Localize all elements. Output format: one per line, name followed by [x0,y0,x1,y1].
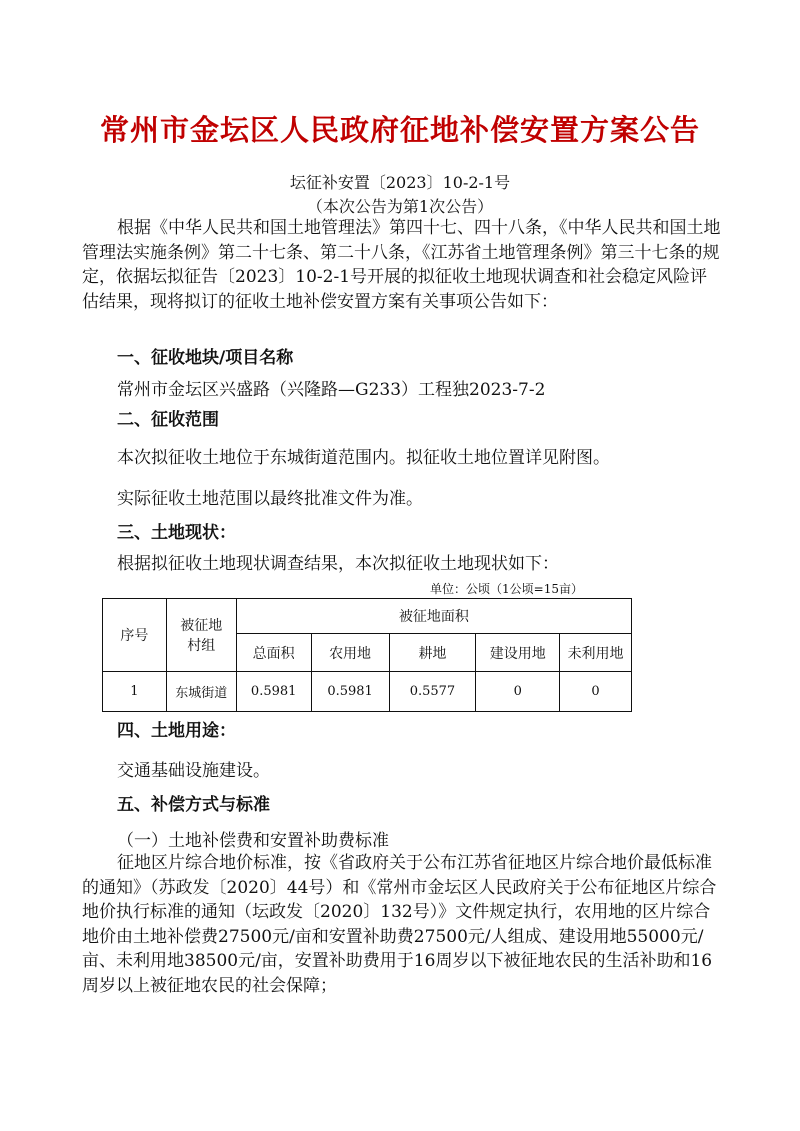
cell-unused: 0 [560,672,632,712]
section1-heading: 一、征收地块/项目名称 [117,348,294,368]
land-status-table [102,598,632,712]
section5-paragraph: 征地区片综合地价标准，按《省政府关于公布江苏省征地区片综合地价最低标准的通知》（苏政发〔2020〕44号）和《常州市金坛区人民政府关于公布征地区片综合地价执行标准的通知（坛政发〔2020〕132号）》文件规定执行，农用地的区片综合地价由土地补偿费27500元/亩和安置补助费27500元/人组成、建设用地55000元/亩、未利用地38500元/亩，安置补助费用于16周岁以下被征地农民的生活补助和16周岁以上被征地农民的社会保障； [82,853,717,996]
document-number: 坛征补安置〔2023〕10-2-1号 [289,173,511,192]
header-construction: 建设用地 [476,634,560,672]
section2-heading: 二、征收范围 [117,410,219,430]
table-row [103,672,632,712]
section3-heading: 三、土地现状： [117,523,236,543]
header-farmland: 耕地 [389,634,476,672]
cell-construction: 0 [476,672,560,712]
section5-sub1: （一）土地补偿费和安置补助费标准 [117,831,389,851]
section1-text: 常州市金坛区兴盛路（兴隆路—G233）工程独2023-7-2 [117,380,546,400]
header-total: 总面积 [236,634,311,672]
header-agri: 农用地 [311,634,389,672]
cell-village: 东城街道 [166,672,236,712]
intro-paragraph: 根据《中华人民共和国土地管理法》第四十七、四十八条，《中华人民共和国土地管理法实施条例》第二十七条、第二十八条，《江苏省土地管理条例》第三十七条的规定，依据坛拟征告〔2023〕10-2-1号开展的拟征收土地现状调查和社会稳定风险评估结果，现将拟订的征收土地补偿安置方案有关事项公告如下： [82,218,721,312]
section5-heading: 五、补偿方式与标准 [117,795,270,815]
cell-seq: 1 [103,672,167,712]
cell-agri: 0.5981 [311,672,389,712]
section2-text-2: 实际征收土地范围以最终批准文件为准。 [117,489,423,509]
section4-heading: 四、土地用途： [117,721,236,741]
cell-farmland: 0.5577 [389,672,476,712]
notice-number: （本次公告为第1次公告） [306,197,494,216]
cell-total: 0.5981 [236,672,311,712]
header-seq: 序号 [103,599,167,672]
unit-note: 单位：公顷（1公顷=15亩） [430,582,583,596]
section3-text: 根据拟征收土地现状调查结果，本次拟征收土地现状如下： [117,554,559,574]
header-area-group: 被征地面积 [236,599,631,634]
page-title: 常州市金坛区人民政府征地补偿安置方案公告 [99,113,700,147]
header-village: 被征地村组 [166,599,236,672]
section2-text-1: 本次拟征收土地位于东城街道范围内。拟征收土地位置详见附图。 [117,448,610,468]
section4-text: 交通基础设施建设。 [117,761,270,781]
header-unused: 未利用地 [560,634,632,672]
